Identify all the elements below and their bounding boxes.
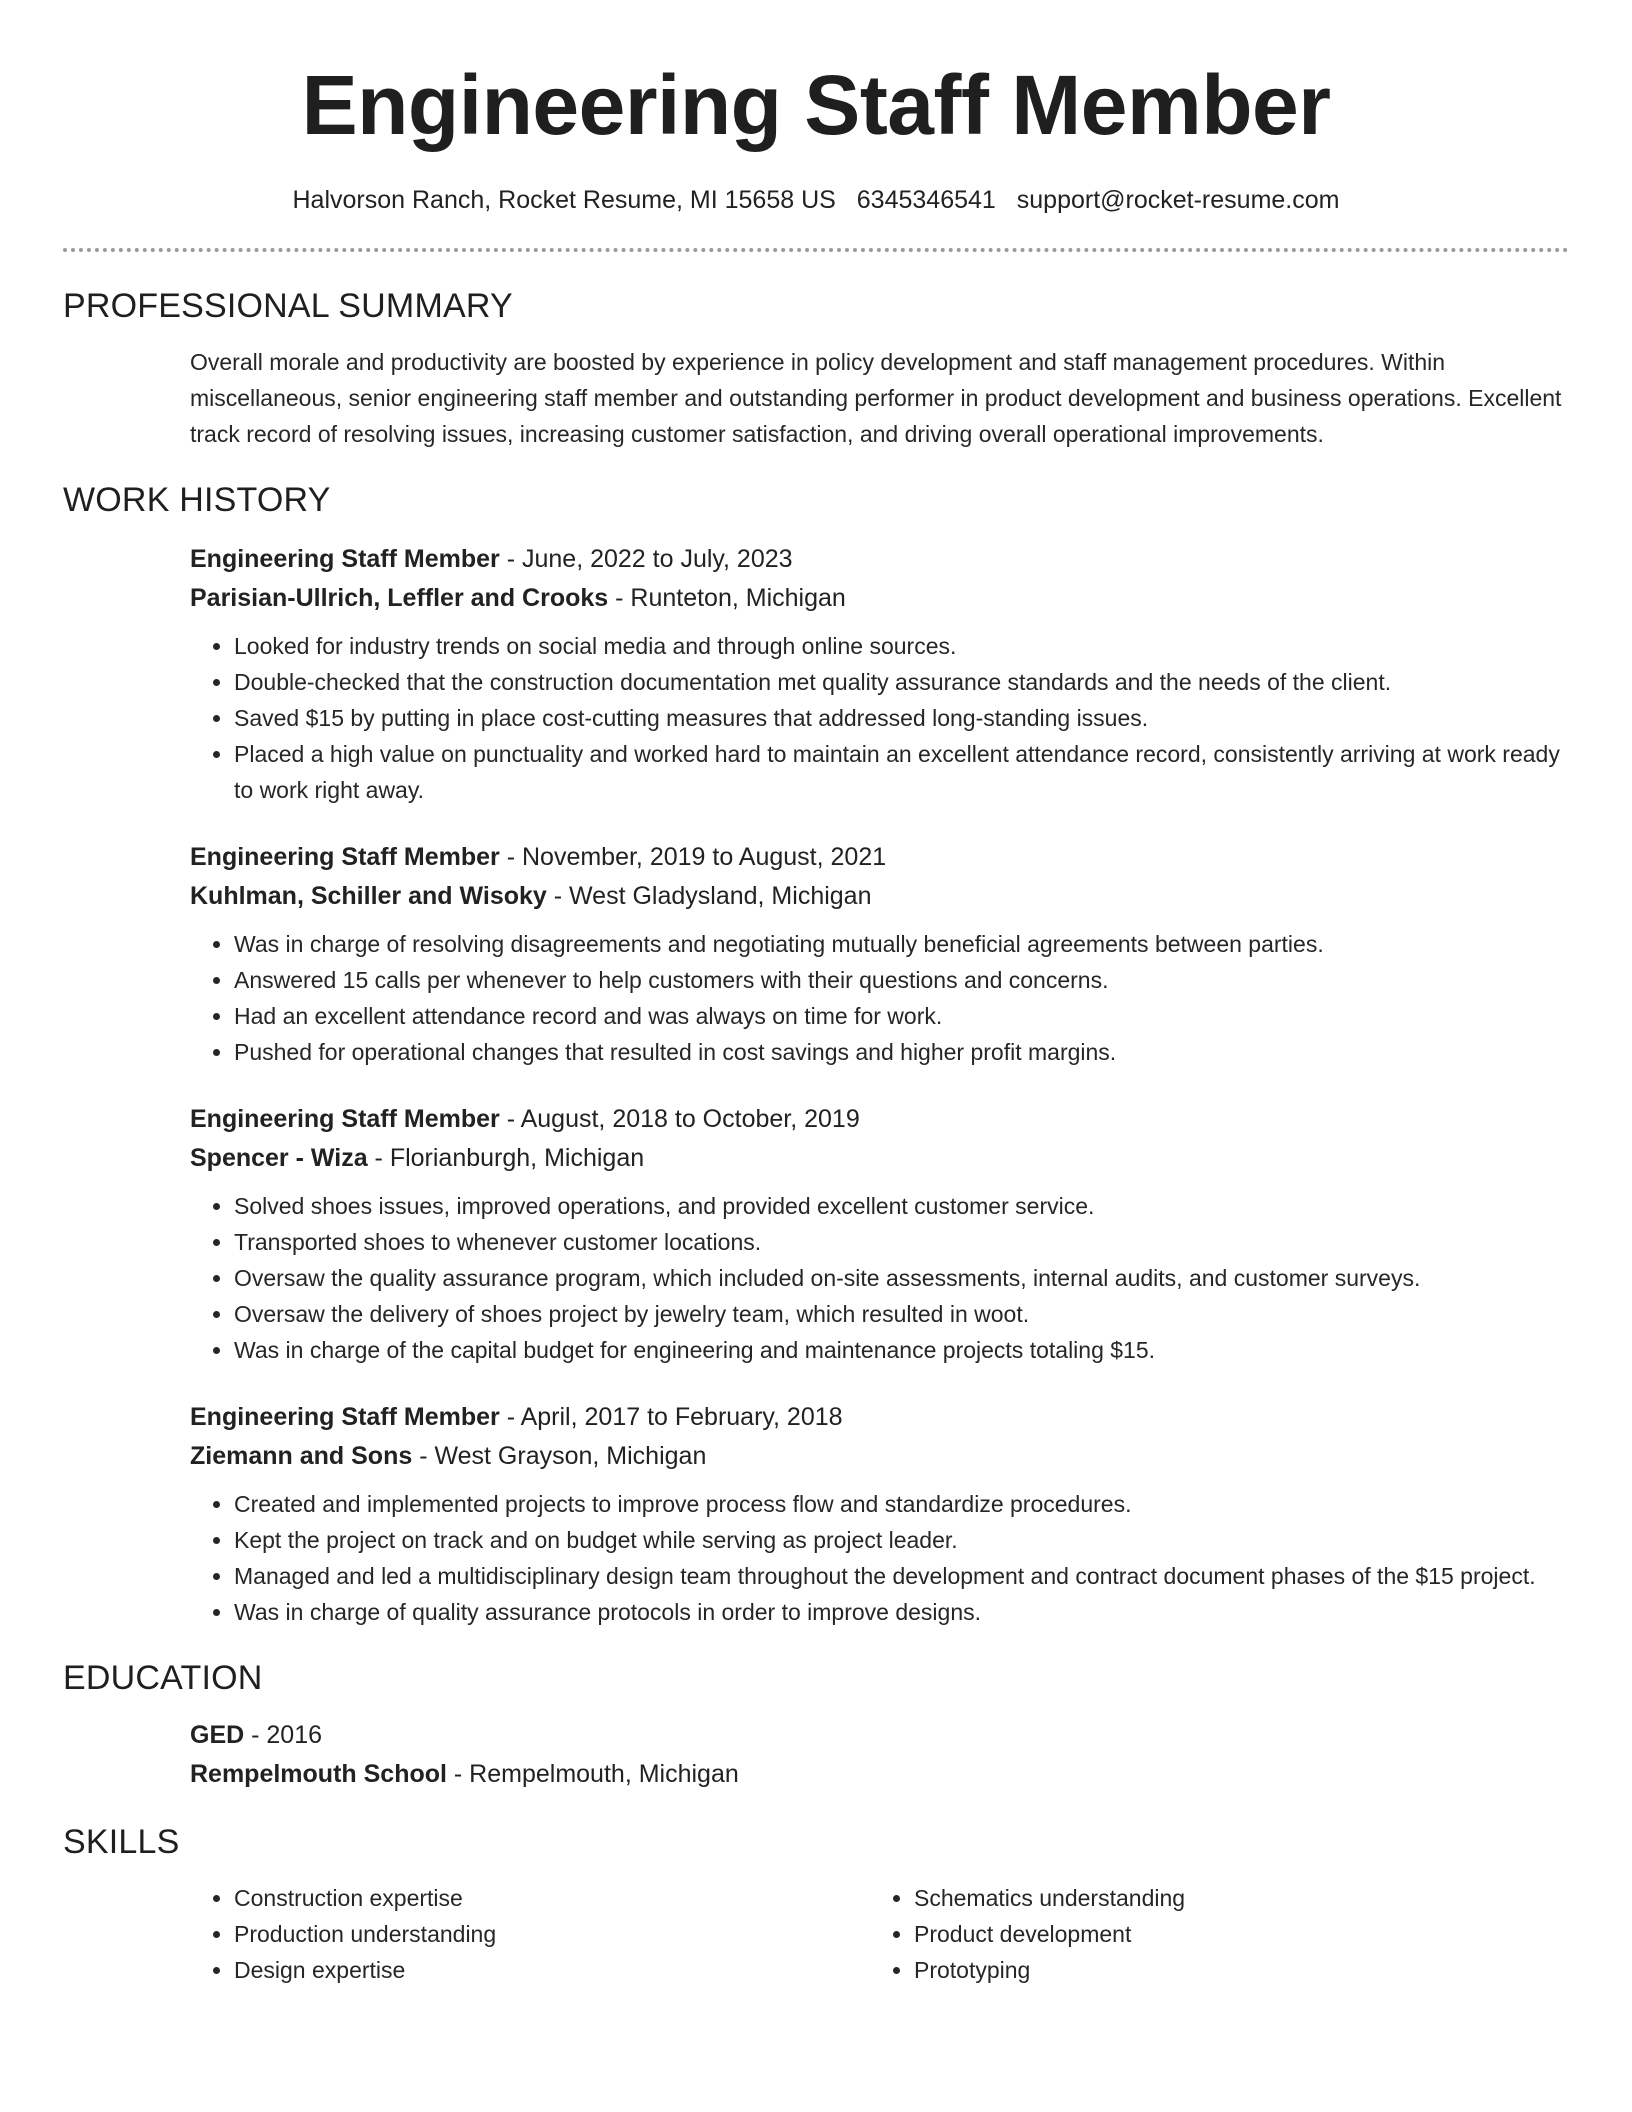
job-location: - West Grayson, Michigan (412, 1442, 707, 1470)
job-company: Kuhlman, Schiller and Wisoky (190, 882, 547, 910)
education-degree-line (190, 1716, 1569, 1755)
contact-email: support@rocket-resume.com (1016, 186, 1340, 214)
job-company: Parisian-Ullrich, Leffler and Crooks (190, 584, 609, 612)
job-list (190, 540, 1569, 1630)
education-school-line (190, 1755, 1569, 1794)
job-bullets (190, 1486, 1569, 1630)
job-bullet: • Placed a high value on punctuality and worked hard to maintain an excellent attendance record, consistently arriving at work ready to work right away. (234, 736, 1569, 808)
job-bullet: • Had an excellent attendance record and was always on time for work. (234, 998, 1569, 1034)
skills-column-left (190, 1880, 870, 1988)
skill-item: • Prototyping (914, 1952, 1550, 1988)
education-year: - 2016 (244, 1721, 323, 1749)
job-company-line (190, 877, 1569, 916)
skills-list-left (190, 1880, 870, 1988)
job-bullet: • Kept the project on track and on budget while serving as project leader. (234, 1522, 1569, 1558)
job-bullet: • Managed and led a multidisciplinary design team throughout the development and contract document phases of the $15 project. (234, 1558, 1569, 1594)
skills-list-right (870, 1880, 1550, 1988)
job-bullet: • Was in charge of quality assurance protocols in order to improve designs. (234, 1594, 1569, 1630)
job-location: - Florianburgh, Michigan (367, 1144, 645, 1172)
job-entry (190, 1398, 1569, 1630)
job-company: Ziemann and Sons (190, 1442, 413, 1470)
job-bullets (190, 1188, 1569, 1368)
job-title-line (190, 1398, 1569, 1437)
contact-phone: 6345346541 (856, 186, 996, 214)
summary-title: PROFESSIONAL SUMMARY (63, 287, 513, 325)
job-bullet: • Oversaw the delivery of shoes project by jewelry team, which resulted in woot. (234, 1296, 1569, 1332)
skill-item: • Product development (914, 1916, 1550, 1952)
work-history-section (63, 480, 1569, 1630)
job-location: - Runteton, Michigan (608, 584, 846, 612)
job-bullet: • Double-checked that the construction documentation met quality assurance standards and the needs of the client. (234, 664, 1569, 700)
skill-item: • Production understanding (234, 1916, 870, 1952)
job-title-line (190, 1100, 1569, 1139)
job-bullet: • Was in charge of resolving disagreements and negotiating mutually beneficial agreements between parties. (234, 926, 1569, 962)
education-section (63, 1658, 1569, 1794)
job-company-line (190, 1437, 1569, 1476)
job-bullets (190, 628, 1569, 808)
job-dates: - April, 2017 to February, 2018 (499, 1403, 843, 1431)
job-bullets (190, 926, 1569, 1070)
education-school: Rempelmouth School (190, 1760, 447, 1788)
contact-address: Halvorson Ranch, Rocket Resume, MI 15658 US (292, 186, 836, 214)
job-dates: - June, 2022 to July, 2023 (499, 545, 793, 573)
skills-section (63, 1822, 1569, 1988)
job-bullet: • Was in charge of the capital budget for engineering and maintenance projects totaling $15. (234, 1332, 1569, 1368)
job-entry (190, 1100, 1569, 1368)
job-title-line (190, 540, 1569, 579)
resume-header (0, 0, 1632, 216)
job-dates: - November, 2019 to August, 2021 (499, 843, 887, 871)
header-divider (63, 248, 1569, 252)
job-bullet: • Saved $15 by putting in place cost-cutting measures that addressed long-standing issues. (234, 700, 1569, 736)
job-company-line (190, 579, 1569, 618)
candidate-name: Engineering Staff Member (301, 58, 1331, 152)
summary-section (63, 286, 1569, 452)
education-degree: GED (190, 1721, 245, 1749)
skill-item: • Design expertise (234, 1952, 870, 1988)
skill-item: • Construction expertise (234, 1880, 870, 1916)
skills-title: SKILLS (63, 1823, 180, 1861)
job-entry (190, 540, 1569, 808)
job-bullet: • Transported shoes to whenever customer locations. (234, 1224, 1569, 1260)
education-title: EDUCATION (63, 1659, 263, 1697)
job-entry (190, 838, 1569, 1070)
job-location: - West Gladysland, Michigan (546, 882, 872, 910)
summary-text: Overall morale and productivity are boosted by experience in policy development and staff management procedures. Within miscellaneous, senior engineering staff member and outstanding performer in product development and business operations. Excellent track record of resolving issues, increasing customer satisfaction, and driving overall operational improvements. (190, 349, 1562, 447)
job-bullet: • Pushed for operational changes that resulted in cost savings and higher profit margins. (234, 1034, 1569, 1070)
job-role: Engineering Staff Member (190, 843, 500, 871)
job-bullet: • Solved shoes issues, improved operations, and provided excellent customer service. (234, 1188, 1569, 1224)
job-title-line (190, 838, 1569, 877)
skills-grid (190, 1880, 1569, 1988)
skill-item: • Schematics understanding (914, 1880, 1550, 1916)
contact-line (0, 184, 1632, 216)
job-bullet: • Created and implemented projects to improve process flow and standardize procedures. (234, 1486, 1569, 1522)
work-history-title: WORK HISTORY (63, 481, 331, 519)
job-role: Engineering Staff Member (190, 545, 500, 573)
job-company: Spencer - Wiza (190, 1144, 368, 1172)
skills-column-right (870, 1880, 1550, 1988)
job-role: Engineering Staff Member (190, 1105, 500, 1133)
job-dates: - August, 2018 to October, 2019 (499, 1105, 860, 1133)
job-bullet: • Answered 15 calls per whenever to help customers with their questions and concerns. (234, 962, 1569, 998)
job-bullet: • Looked for industry trends on social media and through online sources. (234, 628, 1569, 664)
job-bullet: • Oversaw the quality assurance program, which included on-site assessments, internal audits, and customer surveys. (234, 1260, 1569, 1296)
education-location: - Rempelmouth, Michigan (446, 1760, 739, 1788)
job-company-line (190, 1139, 1569, 1178)
job-role: Engineering Staff Member (190, 1403, 500, 1431)
